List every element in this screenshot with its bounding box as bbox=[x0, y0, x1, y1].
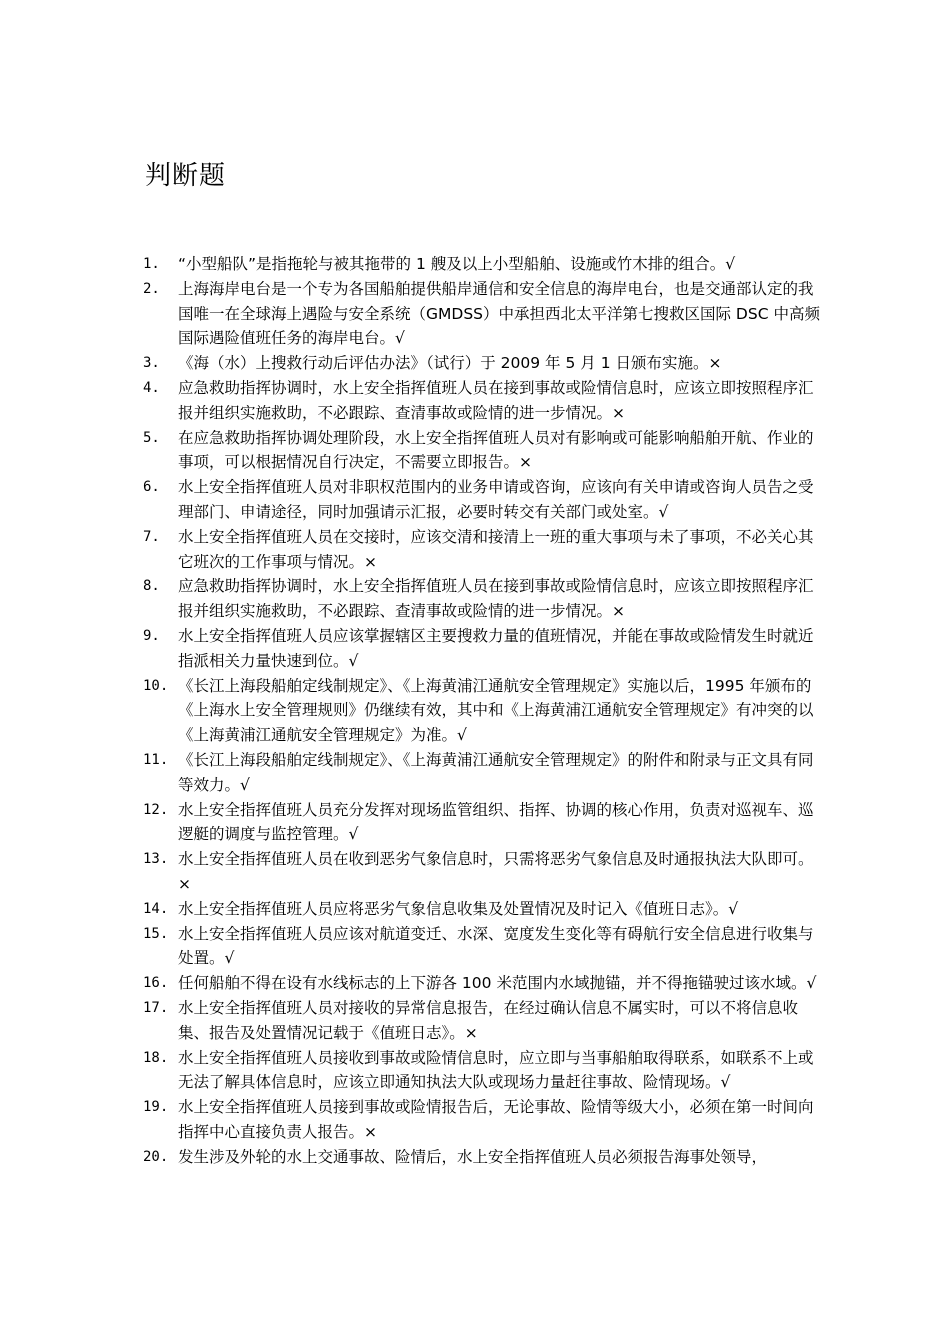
item-text: 在应急救助指挥协调处理阶段，水上安全指挥值班人员对有影响或可能影响船舶开航、作业的事项，可以根据情况自行决定，不需要立即报告。× bbox=[178, 428, 814, 472]
list-item bbox=[143, 847, 825, 897]
list-item bbox=[143, 922, 825, 972]
item-number: 2. bbox=[143, 280, 160, 297]
list-item bbox=[143, 574, 825, 624]
item-number: 20. bbox=[143, 1148, 169, 1165]
item-number: 15. bbox=[143, 925, 169, 942]
item-number: 4. bbox=[143, 379, 160, 396]
item-number: 5. bbox=[143, 429, 160, 446]
list-item bbox=[143, 426, 825, 476]
item-text: 水上安全指挥值班人员对接收的异常信息报告，在经过确认信息不属实时，可以不将信息收集、报告及处置情况记载于《值班日志》。× bbox=[178, 998, 799, 1042]
item-text: 《长江上海段船舶定线制规定》、《上海黄浦江通航安全管理规定》实施以后，1995 年颁布的《上海水上安全管理规则》仍继续有效，其中和《上海黄浦江通航安全管理规定》有冲突的以《上海黄浦江通航安全管理规定》为准。√ bbox=[178, 676, 814, 745]
item-text: 上海海岸电台是一个专为各国船舶提供船岸通信和安全信息的海岸电台，也是交通部认定的我国唯一在全球海上遇险与安全系统（GMDSS）中承担西北太平洋第七搜救区国际 DSC 中高频国际遇险值班任务的海岸电台。√ bbox=[178, 279, 820, 348]
list-item bbox=[143, 1145, 825, 1170]
item-number: 12. bbox=[143, 801, 169, 818]
list-item bbox=[143, 897, 825, 922]
item-text: 应急救助指挥协调时，水上安全指挥值班人员在接到事故或险情信息时，应该立即按照程序汇报并组织实施救助，不必跟踪、查清事故或险情的进一步情况。× bbox=[178, 577, 814, 621]
question-list bbox=[143, 252, 825, 1169]
item-text: 水上安全指挥值班人员应该对航道变迁、水深、宽度发生变化等有碍航行安全信息进行收集与处置。√ bbox=[178, 924, 814, 968]
item-text: 水上安全指挥值班人员对非职权范围内的业务申请或咨询，应该向有关申请或咨询人员告之受理部门、申请途径，同时加强请示汇报，必要时转交有关部门或处室。√ bbox=[178, 478, 814, 521]
item-text: 发生涉及外轮的水上交通事故、险情后，水上安全指挥值班人员必须报告海事处领导， bbox=[178, 1147, 768, 1166]
item-number: 13. bbox=[143, 851, 169, 868]
item-number: 19. bbox=[143, 1099, 169, 1116]
item-number: 8. bbox=[143, 578, 160, 595]
list-item bbox=[143, 252, 825, 277]
list-item bbox=[143, 525, 825, 575]
item-number: 3. bbox=[143, 355, 160, 372]
list-item bbox=[143, 475, 825, 525]
item-number: 7. bbox=[143, 528, 160, 545]
item-number: 17. bbox=[143, 999, 169, 1016]
list-item bbox=[143, 351, 825, 376]
item-number: 16. bbox=[143, 975, 169, 992]
item-text: 水上安全指挥值班人员接收到事故或险情信息时，应立即与当事船舶取得联系，如联系不上或无法了解具体信息时，应该立即通知执法大队或现场力量赶往事故、险情现场。√ bbox=[178, 1048, 814, 1092]
page-title: 判断题 bbox=[145, 161, 227, 191]
item-text: 应急救助指挥协调时，水上安全指挥值班人员在接到事故或险情信息时，应该立即按照程序汇报并组织实施救助，不必跟踪、查清事故或险情的进一步情况。× bbox=[178, 378, 814, 422]
item-number: 18. bbox=[143, 1049, 169, 1066]
list-item bbox=[143, 971, 825, 996]
list-item bbox=[143, 1095, 825, 1145]
item-number: 11. bbox=[143, 751, 169, 768]
item-number: 1. bbox=[143, 256, 160, 272]
item-text: 水上安全指挥值班人员应该掌握辖区主要搜救力量的值班情况，并能在事故或险情发生时就近指派相关力量快速到位。√ bbox=[178, 626, 814, 670]
item-number: 9. bbox=[143, 627, 160, 644]
list-item bbox=[143, 798, 825, 848]
list-item bbox=[143, 376, 825, 426]
item-text: 水上安全指挥值班人员在收到恶劣气象信息时，只需将恶劣气象信息及时通报执法大队即可。× bbox=[178, 850, 814, 893]
item-number: 14. bbox=[143, 900, 169, 917]
item-text: 水上安全指挥值班人员应将恶劣气象信息收集及处置情况及时记入《值班日志》。√ bbox=[178, 899, 739, 918]
list-item bbox=[143, 996, 825, 1046]
item-text: 水上安全指挥值班人员接到事故或险情报告后，无论事故、险情等级大小，必须在第一时间向指挥中心直接负责人报告。× bbox=[178, 1098, 814, 1141]
item-text: 水上安全指挥值班人员充分发挥对现场监管组织、指挥、协调的核心作用，负责对巡视车、巡逻艇的调度与监控管理。√ bbox=[178, 800, 814, 844]
item-text: 《长江上海段船舶定线制规定》、《上海黄浦江通航安全管理规定》的附件和附录与正文具有同等效力。√ bbox=[178, 750, 814, 794]
item-number: 10. bbox=[143, 677, 169, 694]
item-text: 任何船舶不得在设有水线标志的上下游各 100 米范围内水域抛锚，并不得拖锚驶过该水域。√ bbox=[178, 974, 817, 993]
list-item bbox=[143, 1046, 825, 1096]
item-number: 6. bbox=[143, 479, 160, 496]
list-item bbox=[143, 624, 825, 674]
list-item bbox=[143, 748, 825, 798]
item-text: “小型船队”是指拖轮与被其拖带的 1 艘及以上小型船舶、设施或竹木排的组合。√ bbox=[178, 255, 736, 273]
list-item bbox=[143, 277, 825, 351]
list-item bbox=[143, 674, 825, 748]
item-text: 水上安全指挥值班人员在交接时，应该交清和接清上一班的重大事项与未了事项，不必关心其它班次的工作事项与情况。× bbox=[178, 527, 814, 571]
item-text: 《海（水）上搜救行动后评估办法》（试行）于 2009 年 5 月 1 日颁布实施。× bbox=[178, 354, 722, 373]
